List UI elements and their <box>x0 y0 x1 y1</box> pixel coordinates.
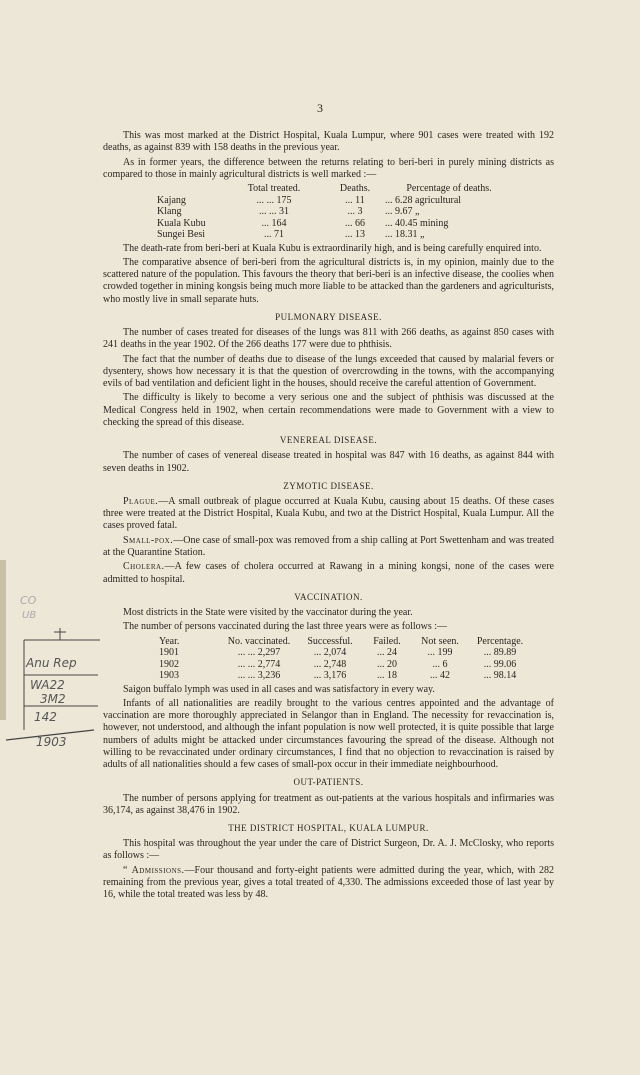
paragraph: The number of cases of venereal disease treated in hospital was 847 with 16 deaths, as against 844 with seven deaths in 1902. <box>103 450 554 474</box>
paragraph: The number of cases treated for diseases of the lungs was 811 with 266 deaths, as against 850 cases with 241 deaths in the year 1902. Of the 266 deaths 177 were due to phthisis. <box>103 327 554 351</box>
successful-cell: ... 2,748 <box>313 658 347 670</box>
cholera-paragraph <box>103 561 554 585</box>
not-seen-cell: ... 199 <box>427 647 453 659</box>
table-header: Percentage. <box>476 635 524 647</box>
cholera-text: —A few cases of cholera occurred at Rawang in a mining kongsi, none of the cases were admitted to hospital. <box>103 561 554 585</box>
deaths-cell: ... 11 <box>345 194 365 206</box>
margin-note: 3M2 <box>40 692 66 706</box>
margin-pencil-lines <box>0 580 120 760</box>
paragraph: Most districts in the State were visited by the vaccinator during the year. <box>123 606 413 618</box>
margin-note: CO <box>20 594 37 607</box>
vaccinated-cell: ... ... 2,774 <box>237 658 281 670</box>
paragraph: As in former years, the difference between the returns relating to beri-beri in purely mining districts as compared to those in mainly agricultural districts is well marked :— <box>103 156 554 180</box>
table-header: Not seen. <box>421 635 459 647</box>
paragraph: The number of persons vaccinated during the last three years were as follows :— <box>123 621 448 633</box>
margin-note: 1903 <box>36 735 67 749</box>
total-cell: ... 71 <box>264 229 284 241</box>
table-header <box>157 183 223 195</box>
district-cell: Kuala Kubu <box>157 217 206 229</box>
paragraph: The fact that the number of deaths due to disease of the lungs exceeded that caused by malarial fevers or dysentery, shows how necessary it is that the question of overcrowding in the towns, with the accompanying evils of bad ventilation and deficient light in the houses, should receive the careful attention of Government. <box>103 353 554 390</box>
paragraph: The difficulty is likely to become a very serious one and the subject of phthisis was discussed at the Medical Congress held in 1902, when certain recommendations were made to Government with a view to checking the spread of this disease. <box>103 392 554 428</box>
table-row <box>159 647 531 659</box>
table-row <box>157 229 513 241</box>
district-cell: Sungei Besi <box>157 229 206 241</box>
year-cell: 1902 <box>159 658 179 670</box>
section-heading-vaccination: VACCINATION. <box>294 591 363 602</box>
table-header: Total treated. <box>247 183 301 195</box>
margin-note: UB <box>22 610 37 621</box>
paragraph: This was most marked at the District Hospital, Kuala Lumpur, where 901 cases were treated with 192 deaths, as against 839 with 158 deaths in the previous year. <box>103 130 554 154</box>
total-cell: ... ... 175 <box>256 194 292 206</box>
percentage-cell: ... 89.89 <box>483 647 517 659</box>
table-header: Deaths. <box>339 183 371 195</box>
table-header-row <box>157 183 513 195</box>
margin-note: Anu Rep <box>26 656 77 670</box>
margin-note: WA22 <box>30 678 65 692</box>
year-cell: 1903 <box>159 670 179 682</box>
table-header: Failed. <box>373 635 401 647</box>
successful-cell: ... 2,074 <box>313 647 347 659</box>
table-row <box>159 659 531 671</box>
pct-cell: ... 6.28 agricultural <box>385 194 462 206</box>
percentage-cell: ... 98.14 <box>483 670 517 682</box>
paragraph: The comparative absence of beri-beri from the agricultural districts is, in my opinion, mainly due to the scattered nature of the population. This favours the theory that beri-beri is an infective disease, the coolies when crowded together in mining kongsis being much more liable to be attacked than the gardeners and agriculturists, who mostly live in small separate huts. <box>103 257 554 305</box>
section-heading-district-hospital: THE DISTRICT HOSPITAL, KUALA LUMPUR. <box>228 822 429 833</box>
percentage-cell: ... 99.06 <box>483 658 517 670</box>
deaths-cell: ... 3 <box>347 206 363 218</box>
paragraph: Infants of all nationalities are readily brought to the various centres appointed and the advantage of vaccination are more thoroughly appreciated in Selangor than in England. The necessity for revaccination is, however, not understood, and although the infant population is now well protected, it is quite possible that large numbers of adults might be attacked under circumstances favouring the spread of the disease. Although not willing to be revaccinated under ordinary circumstances, I find that no objection to revaccination is raised by adults of all nationalities should a few cases of small-pox occur in their immediate neighbourhood. <box>103 698 554 771</box>
plague-text: —A small outbreak of plague occurred at Kuala Kubu, causing about 15 deaths. Of these cases three were treated at the District Hospital, Kuala Kubu, and two at the District Hospital, Kuala Lumpur. All the cases proved fatal. <box>103 495 554 532</box>
pct-cell: ... 18.31 „ <box>385 229 425 241</box>
table-row <box>157 195 513 207</box>
table-header: Year. <box>159 635 180 647</box>
not-seen-cell: ... 42 <box>430 670 450 682</box>
table-row <box>157 218 513 230</box>
pct-cell: ... 40.45 mining <box>385 217 449 229</box>
margin-note: 142 <box>34 710 57 724</box>
admissions-label: “ Admissions. <box>123 864 185 876</box>
total-cell: ... ... 31 <box>259 206 289 218</box>
page-number: 3 <box>317 101 323 115</box>
smallpox-paragraph <box>103 535 554 559</box>
table-header: Successful. <box>307 635 353 647</box>
table-header-row <box>159 636 531 648</box>
not-seen-cell: ... 6 <box>432 658 448 670</box>
admissions-text: —Four thousand and forty-eight patients were admitted during the year, which, with 282 remaining from the previous year, gives a total treated of 4,330. The admissions exceeded those of last year by 16, while the total treated was less by 48. <box>103 864 554 901</box>
district-cell: Klang <box>157 206 182 218</box>
section-heading-pulmonary: PULMONARY DISEASE. <box>275 311 382 322</box>
district-cell: Kajang <box>157 194 186 206</box>
pct-cell: ... 9.67 „ <box>385 206 420 218</box>
paragraph: This hospital was throughout the year under the care of District Surgeon, Dr. A. J. McClosky, who reports as follows :— <box>103 838 554 862</box>
deaths-cell: ... 66 <box>345 217 365 229</box>
beri-beri-table <box>157 183 513 241</box>
failed-cell: ... 20 <box>377 658 397 670</box>
successful-cell: ... 3,176 <box>313 670 347 682</box>
smallpox-label: Small-pox. <box>123 534 174 546</box>
plague-paragraph <box>103 496 554 533</box>
vaccination-table <box>159 636 531 682</box>
section-heading-venereal: VENEREAL DISEASE. <box>279 435 378 446</box>
section-heading-zymotic: ZYMOTIC DISEASE. <box>283 480 374 491</box>
section-heading-outpatients: OUT-PATIENTS. <box>293 777 364 788</box>
table-header: No. vaccinated. <box>227 635 291 647</box>
plague-label: Plague. <box>123 495 159 507</box>
paragraph: The death-rate from beri-beri at Kuala Kubu is extraordinarily high, and is being carefully enquired into. <box>123 242 542 254</box>
cholera-label: Cholera. <box>123 561 165 573</box>
paragraph: The number of persons applying for treatment as out-patients at the various hospitals and infirmaries was 36,174, as against 38,476 in 1902. <box>103 792 554 816</box>
failed-cell: ... 18 <box>377 670 397 682</box>
admissions-paragraph <box>103 865 554 902</box>
paragraph: Saigon buffalo lymph was used in all cases and was satisfactory in every way. <box>123 683 435 695</box>
table-header: Percentage of deaths. <box>406 183 492 195</box>
smallpox-text: —One case of small-pox was removed from a ship calling at Port Swettenham and was treated at the Quarantine Station. <box>103 534 554 558</box>
vaccinated-cell: ... ... 3,236 <box>237 670 281 682</box>
failed-cell: ... 24 <box>377 647 397 659</box>
deaths-cell: ... 13 <box>345 229 365 241</box>
total-cell: ... 164 <box>261 217 287 229</box>
table-row <box>157 206 513 218</box>
page-body <box>103 130 554 904</box>
vaccinated-cell: ... ... 2,297 <box>237 647 281 659</box>
year-cell: 1901 <box>159 647 179 659</box>
table-row <box>159 670 531 682</box>
archive-margin-notes <box>0 580 120 760</box>
